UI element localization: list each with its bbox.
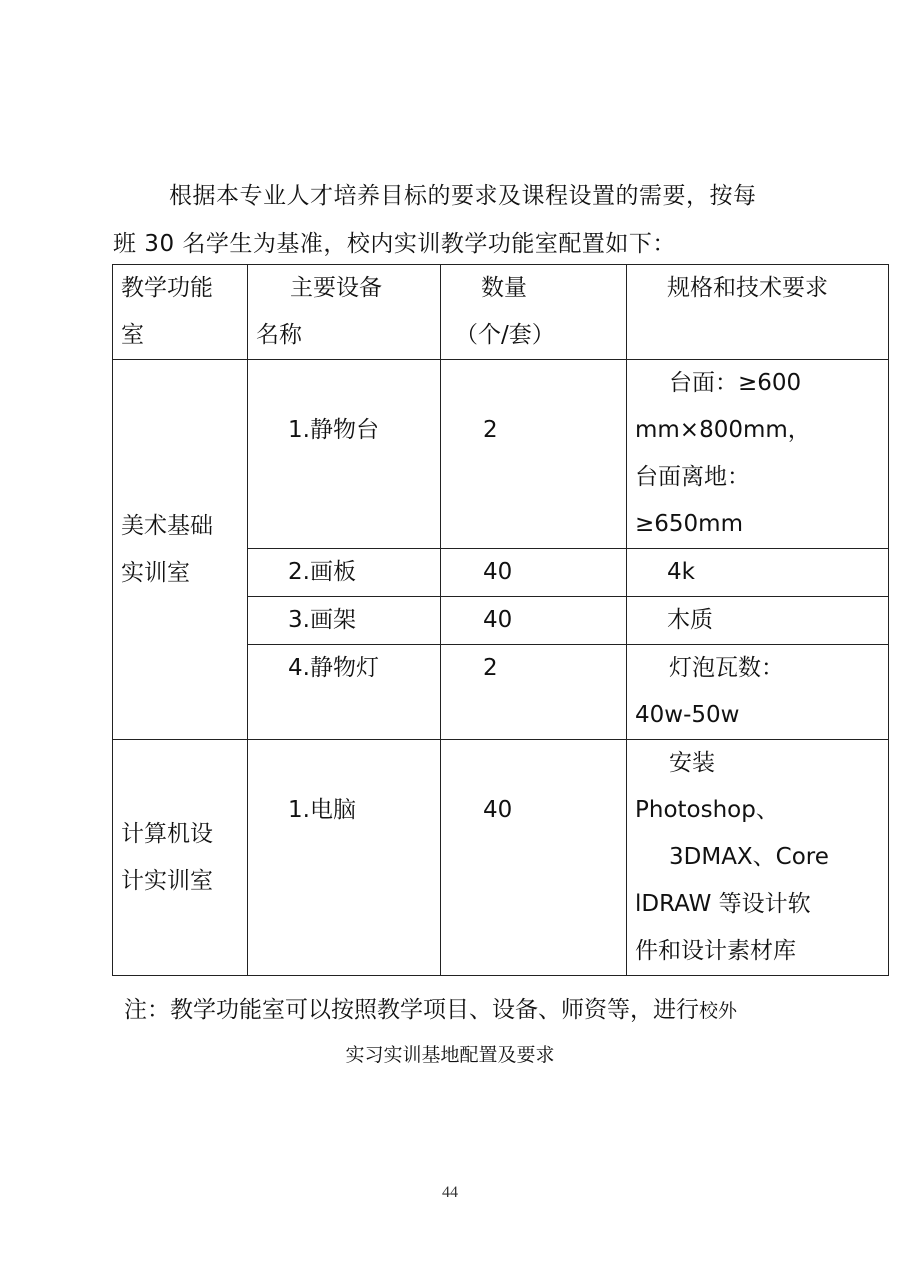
table-header-row	[113, 265, 889, 360]
intro-line-1: 根据本专业人才培养目标的要求及课程设置的需要，按每	[169, 183, 757, 209]
equipment-name: 2.画板	[248, 549, 441, 597]
table-note	[124, 990, 737, 1031]
table-row	[113, 360, 889, 549]
header-room: 教学功能 室	[113, 265, 248, 360]
note-tail: 校外	[699, 1000, 738, 1022]
header-spec: 规格和技术要求	[627, 265, 889, 360]
spec-cell: 安装 Photoshop、 3DMAX、Core lDRAW 等设计软 件和设计素材库	[627, 740, 889, 976]
equipment-name: 3.画架	[248, 597, 441, 645]
intro-paragraph	[113, 172, 793, 268]
spec-cell: 灯泡瓦数： 40w-50w	[627, 645, 889, 740]
quantity-value: 40	[441, 740, 627, 976]
lab-config-table	[112, 264, 889, 976]
quantity-value: 40	[441, 549, 627, 597]
quantity-value: 2	[441, 360, 627, 549]
note-main: 注：教学功能室可以按照教学项目、设备、师资等，进行	[124, 997, 699, 1023]
intro-line-2: 班 30 名学生为基准，校内实训教学功能室配置如下：	[113, 231, 676, 257]
room-cell: 计算机设 计实训室	[113, 740, 248, 976]
header-equipment: 主要设备 名称	[248, 265, 441, 360]
spec-cell: 木质	[627, 597, 889, 645]
header-quantity: 数量 （个/套）	[441, 265, 627, 360]
table-note-line-2: 实习实训基地配置及要求	[345, 1044, 555, 1066]
equipment-name: 1.电脑	[248, 740, 441, 976]
room-cell: 美术基础 实训室	[113, 360, 248, 740]
spec-cell: 4k	[627, 549, 889, 597]
table-row	[113, 740, 889, 976]
equipment-name: 4.静物灯	[248, 645, 441, 740]
quantity-value: 40	[441, 597, 627, 645]
page-number: 44	[442, 1184, 458, 1201]
spec-cell: 台面：≥600 mm×800mm， 台面离地： ≥650mm	[627, 360, 889, 549]
equipment-name: 1.静物台	[248, 360, 441, 549]
quantity-value: 2	[441, 645, 627, 740]
